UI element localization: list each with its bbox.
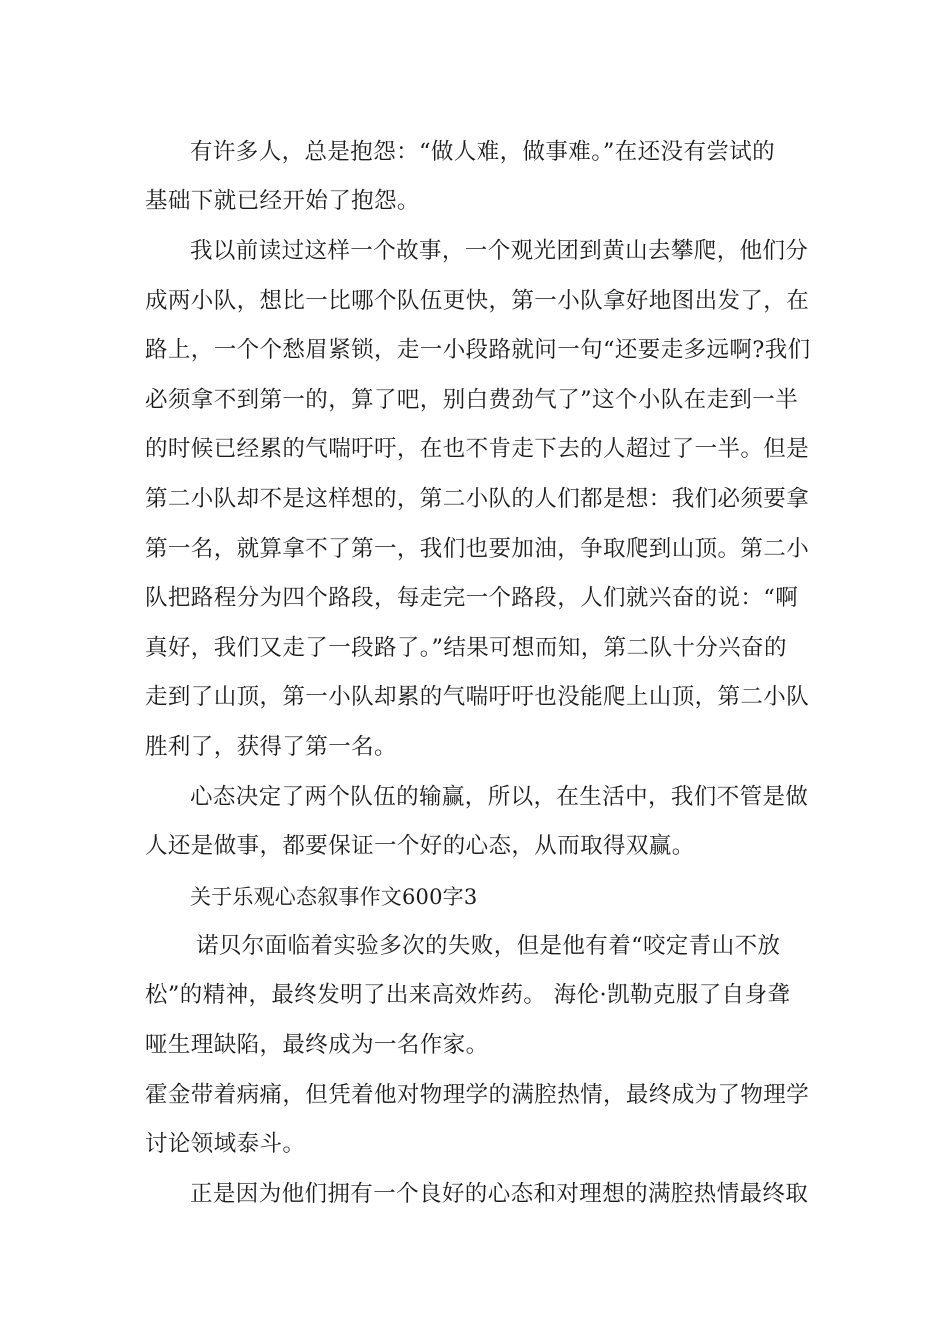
paragraph-4-line-1: 诺贝尔面临着实验多次的失败，但是他有着“咬定青山不放 bbox=[196, 933, 781, 959]
paragraph-1-line-1: 有许多人，总是抱怨：“做人难，做事难。”在还没有尝试的 bbox=[190, 139, 776, 165]
paragraph-1-line-2: 基础下就已经开始了抱怨。 bbox=[145, 188, 420, 214]
paragraph-3-line-2: 人还是做事，都要保证一个好的心态，从而取得双赢。 bbox=[145, 833, 695, 859]
paragraph-5-line-1: 霍金带着病痛，但凭着他对物理学的满腔热情，最终成为了物理学 bbox=[145, 1082, 810, 1108]
paragraph-2-line-7: 第一名，就算拿不了第一，我们也要加油，争取爬到山顶。第二小 bbox=[145, 536, 810, 562]
paragraph-2-line-1: 我以前读过这样一个故事，一个观光团到黄山去攀爬，他们分 bbox=[190, 238, 809, 264]
paragraph-2-line-6: 第二小队却不是这样想的，第二小队的人们都是想：我们必须要拿 bbox=[145, 486, 810, 512]
paragraph-2-line-5: 的时候已经累的气喘吁吁，在也不肯走下去的人超过了一半。但是 bbox=[145, 436, 810, 462]
paragraph-3-line-1: 心态决定了两个队伍的输赢，所以，在生活中，我们不管是做 bbox=[190, 784, 809, 810]
paragraph-5-line-2: 讨论领域泰斗。 bbox=[145, 1131, 306, 1157]
paragraph-4-line-2: 松”的精神，最终发明了出来高效炸药。 海伦·凯勒克服了自身聋 bbox=[145, 982, 791, 1008]
paragraph-2-line-4: 必须拿不到第一的，算了吧，别白费劲气了”这个小队在走到一半 bbox=[145, 387, 799, 413]
paragraph-2-line-8: 队把路程分为四个路段，每走完一个路段，人们就兴奋的说：“啊 bbox=[145, 585, 799, 611]
paragraph-2-line-11: 胜利了，获得了第一名。 bbox=[145, 734, 397, 760]
paragraph-2-line-3: 路上，一个个愁眉紧锁，走一小段路就问一句“还要走多远啊?我们 bbox=[145, 337, 811, 363]
paragraph-2-line-9: 真好，我们又走了一段路了。”结果可想而知，第二队十分兴奋的 bbox=[145, 635, 787, 661]
paragraph-6-line-1: 正是因为他们拥有一个良好的心态和对理想的满腔热情最终取 bbox=[190, 1181, 809, 1207]
section-heading: 关于乐观心态叙事作文600字3 bbox=[190, 885, 478, 909]
paragraph-2-line-2: 成两小队，想比一比哪个队伍更快，第一小队拿好地图出发了，在 bbox=[145, 288, 810, 314]
paragraph-2-line-10: 走到了山顶，第一小队却累的气喘吁吁也没能爬上山顶，第二小队 bbox=[145, 684, 810, 710]
paragraph-4-line-3: 哑生理缺陷，最终成为一名作家。 bbox=[145, 1032, 489, 1058]
